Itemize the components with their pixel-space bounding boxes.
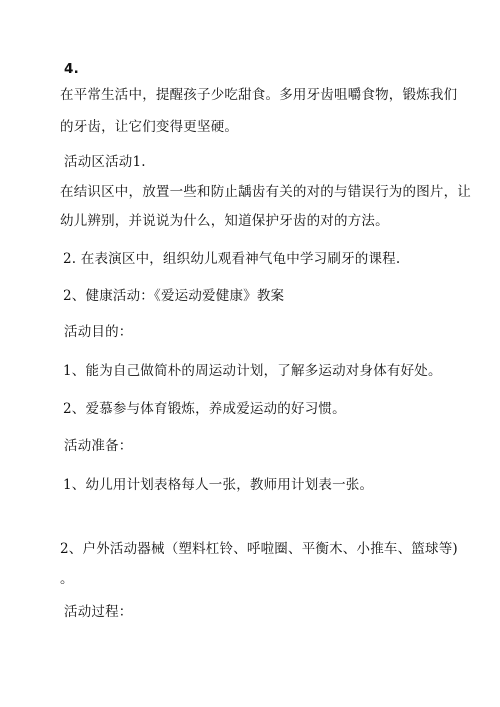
list-item: 1、能为自己做简朴的周运动计划，了解多运动对身体有好处。 (63, 363, 442, 379)
subheading: 活动准备： (64, 438, 133, 454)
paragraph-line: 2. 在表演区中，组织幼儿观看神气龟中学习刷牙的课程. (63, 251, 401, 267)
section-heading: 活动区活动1. (64, 154, 146, 170)
paragraph-line: 幼儿辨别，并说说为什么，知道保护牙齿的对的方法。 (60, 213, 389, 229)
section-heading: 2、健康活动：《爱运动爱健康》教案 (63, 288, 285, 304)
list-item-continuation: 。 (60, 571, 74, 587)
list-item: 1、幼儿用计划表格每人一张，教师用计划表一张。 (63, 477, 374, 493)
section-number: 4. (64, 61, 79, 77)
list-item: 2、户外活动器械（塑料杠铃、呼啦圈、平衡木、小推车、篮球等) (60, 541, 458, 557)
paragraph-line: 在结识区中，放置一些和防止龋齿有关的对的与错误行为的图片，让 (60, 184, 471, 200)
subheading: 活动过程： (64, 604, 133, 620)
paragraph-line: 的牙齿，让它们变得更坚硬。 (60, 119, 239, 135)
paragraph-line: 在平常生活中，提醒孩子少吃甜食。多用牙齿咀嚼食物，锻炼我们 (60, 87, 458, 103)
subheading: 活动目的： (64, 324, 133, 340)
list-item: 2、爱慕参与体育锻炼，养成爱运动的好习惯。 (63, 401, 346, 417)
